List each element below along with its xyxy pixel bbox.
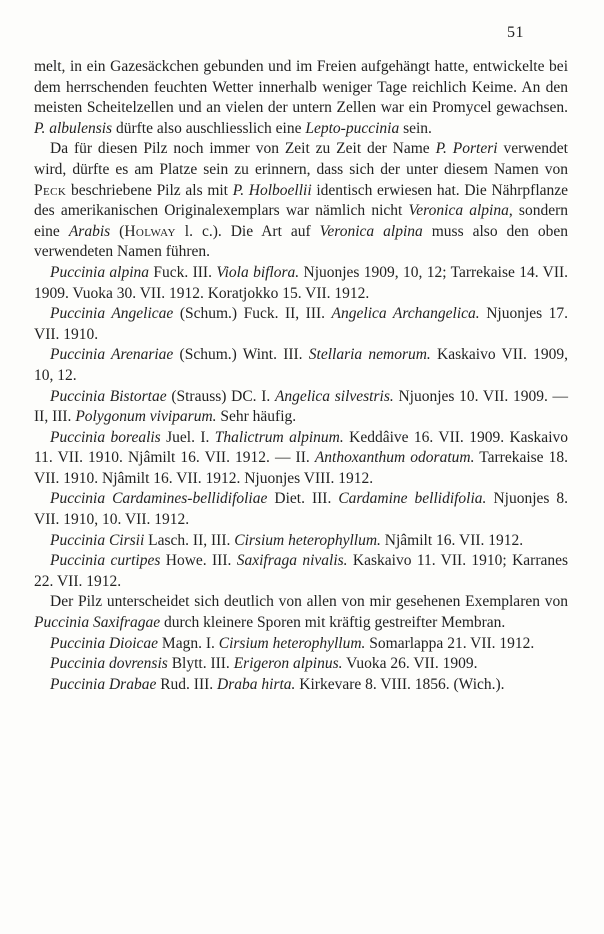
entry-host: Erigeron alpinus. <box>233 655 343 673</box>
entry-species: Puccinia borealis <box>50 428 161 446</box>
body-text <box>34 57 568 695</box>
entry-host: Stellaria nemorum. <box>308 346 431 364</box>
entry-species: Puccinia dovrensis <box>50 655 168 673</box>
entry-rest2: Kirkevare 8. VIII. 1856. (Wich.). <box>299 675 505 693</box>
entry-rest2: Njâmilt 16. VII. 1912. <box>384 531 524 549</box>
entry-species: Puccinia Cirsii <box>50 531 145 549</box>
entry-host: Cirsium heterophyllum. <box>218 634 366 652</box>
entry-host2: Anthoxanthum odoratum. <box>314 449 475 467</box>
entry-rest1: Lasch. II, III. <box>148 531 231 549</box>
entry-rest1: Fuck. III. <box>153 263 212 281</box>
entry-rest1: Rud. III. <box>160 675 214 693</box>
entry-rest3: Sehr häufig. <box>220 408 297 426</box>
entry-species: Puccinia Bistortae <box>50 387 167 405</box>
entry-species: Puccinia Drabae <box>50 675 157 693</box>
entry-species: Puccinia Angelicae <box>50 305 174 323</box>
entry-rest1: Diet. III. <box>274 490 332 508</box>
species-list <box>34 263 568 593</box>
entry-species: Puccinia alpina <box>50 263 150 281</box>
entry-rest2: Kaskaivo 11. VII. 1910; Karranes 22. VII. 1912. <box>34 552 569 590</box>
entry-rest2: Keddâive 16. VII. 1909. Kaskaivo 11. VII. 1910. Njâmilt 16. VII. 1912. — II. <box>34 428 568 467</box>
entry-species: Puccinia curtipes <box>50 552 161 570</box>
entry-host: Angelica silvestris. <box>274 387 394 405</box>
entry-rest2: Vuoka 26. VII. 1909. <box>346 655 478 673</box>
species-entry <box>34 345 568 386</box>
species-entry <box>34 428 568 490</box>
entry-rest1: (Strauss) DC. I. <box>171 387 271 405</box>
entry-rest2: Njuonjes 10. VII. 1909. — II, III. <box>34 387 569 426</box>
entry-rest2: Njuonjes 1909, 10, 12; Tarrekaise 14. VII. 1909. Vuoka 30. VII. 1912. Koratjokko 15. VII. 1912. <box>34 263 569 302</box>
species-entry <box>34 489 568 530</box>
entry-rest1: (Schum.) Fuck. II, III. <box>179 305 326 323</box>
species-entry <box>34 634 568 655</box>
entry-rest2: Njuonjes 17. VII. 1910. <box>34 305 569 343</box>
species-entry <box>34 675 568 696</box>
species-list-2 <box>34 634 568 696</box>
entry-rest1: Juel. I. <box>166 428 210 446</box>
entry-rest1: Blytt. III. <box>171 655 230 673</box>
species-entry <box>34 304 568 345</box>
entry-rest2: Somarlappa 21. VII. 1912. <box>369 634 535 652</box>
entry-host: Draba hirta. <box>217 675 296 693</box>
entry-species: Puccinia Arenariae <box>50 346 174 364</box>
entry-species: Puccinia Cardamines-bellidifoliae <box>50 490 268 508</box>
page-number: 51 <box>507 24 524 41</box>
entry-host: Viola biflora. <box>216 263 300 281</box>
entry-host: Cardamine bellidifolia. <box>338 490 487 508</box>
entry-host: Saxifraga nivalis. <box>236 552 348 570</box>
entry-host: Cirsium heterophyllum. <box>234 531 381 549</box>
species-entry <box>34 551 568 592</box>
entry-host: Angelica Archangelica. <box>331 305 480 323</box>
entry-rest2: Kaskaivo VII. 1909, 10, 12. <box>34 346 568 384</box>
entry-rest1: Magn. I. <box>161 634 215 652</box>
entry-species: Puccinia Dioicae <box>50 634 159 652</box>
species-entry <box>34 387 568 428</box>
entry-rest2: Njuonjes 8. VII. 1910, 10. VII. 1912. <box>34 490 569 529</box>
entry-rest1: (Schum.) Wint. III. <box>179 346 303 364</box>
species-entry <box>34 531 568 552</box>
entry-rest1: Howe. III. <box>165 552 232 570</box>
species-entry <box>34 654 568 675</box>
entry-host: Thalictrum alpinum. <box>214 428 344 446</box>
paragraph-note: Der Pilz unterscheidet sich deutlich von allen von mir gesehenen Exemplaren von Puccinia Saxifragae durch kleinere Sporen mit kräftig gestreifter Membran. <box>34 593 568 632</box>
entry-rest3: Tarrekaise 18. VII. 1910. Njâmilt 16. VII. 1912. Njuonjes VIII. 1912. <box>34 449 569 487</box>
species-entry <box>34 263 568 304</box>
paragraph-germination: melt, in ein Gazesäckchen gebunden und im Freien aufgehängt hatte, entwickelte bei dem herrschenden feuchten Wetter innerhalb weniger Tage reichlich Keime. An den meisten Scheitelzellen und an vielen der untern Zellen war ein Promycel gewachsen. P. albulensis dürfte also auschliesslich eine Lepto-puccinia sein. <box>34 58 568 137</box>
paragraph-nomenclature: Da für diesen Pilz noch immer von Zeit zu Zeit der Name P. Porteri verwendet wird, dürfte es am Platze sein zu erinnern, dass sich der unter diesem Namen von Peck beschriebene Pilz als mit P. Holboellii identisch erwiesen hat. Die Nährpflanze des amerikanischen Originalexemplars war nämlich nicht Veronica alpina, sondern eine Arabis (Holway l. c.). Die Art auf Veronica alpina muss also den oben verwendeten Namen führen. <box>34 140 569 261</box>
entry-host2: Polygonum viviparum. <box>75 408 217 426</box>
